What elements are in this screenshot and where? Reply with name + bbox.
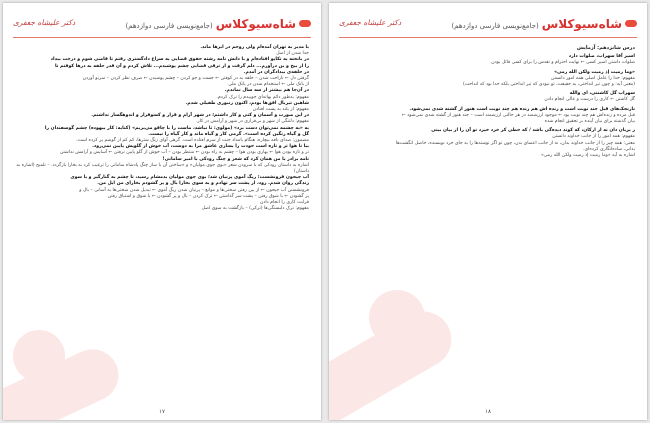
text-line: پر گشودن ← با شوق رفتن – پشت سر گذاشتن ← ترک کردن – بال و پر گشودن ← با شوق و اشتیاق رفتن: [107, 193, 309, 199]
text-line-bold: «وما رمیت إذ رمیت ولکن الله رمی»: [554, 69, 635, 75]
header-logo: شاه‌سیوکلاس: [541, 17, 622, 31]
right-page-content: [341, 45, 635, 402]
header-brand: [125, 13, 311, 32]
text-line: مفهوم: خدا را عامل اصلی همه امور دانستن: [551, 75, 635, 81]
header-subtitle: (جامع‌نویسی فارسی دوازدهم): [451, 22, 539, 30]
text-line: مفهوم: از بلند به پست افتادن: [252, 107, 309, 113]
text-line: جدا شدن از اصل: [276, 51, 309, 57]
text-line: معنی: همه چیز را از جانب خداوند بدان، نه از جانب اعضای بدن، چون تو اگر نوشته‌ها را به جای خرد نویسنده، حاصل انگشت‌ها: [395, 140, 635, 146]
header-author: دکتر علیشاه جعفری: [13, 18, 76, 27]
text-line: از بانک ملی ← استخدام شدن در بانک ملی: [228, 82, 309, 88]
text-line: مفهوم: به‌طور دائم بهانه‌ای جوییدم را ترک کردم.: [216, 94, 309, 100]
text-line: (معنی آیه: و چون تیر انداختی، به حقیقت، تو نبودی که تیر انداختی بلکه خدا بود که انداخت): [462, 82, 635, 88]
text-line-bold: نامه برادر با من همان کرد که شعر و چنگ رودکی با امیر سامانی!: [162, 156, 309, 162]
lesson-title: درس شانزدهم: آزمایش: [576, 45, 635, 51]
text-line: صلوات داشتن اسیر کسی ← نهایت احترام و تقدس را برای کسی قائل بودن: [491, 60, 635, 66]
header-subtitle: (جامع‌نویسی فارسی دوازدهم): [125, 22, 213, 30]
text-line: تر و تازه بودن هوا ← بهاری بودن هوا – چشم به راه بودن ← منتظر بودن – آب خوش از گلو پایین نرفتن ← آسایش و آرامش نداشتن: [60, 150, 309, 156]
text-line-bold: بیا تا هوا تر و تازه است خودت را بسازی عاشق مرا به دوست، آب خوش از گلویش پایین نمی‌رود.: [92, 144, 309, 150]
header-brand: [451, 13, 637, 32]
text-line: گرفتن دل ← ناراحت شدن – حلقه به در کوفتن ← جست و جو کردن – چشم پوشیدن ← صرف نظر کردن – سرنو آوردن: [82, 76, 309, 82]
text-line-bold: آب جیحون فرونشست؛ ریگ آموی پرنیان شد؛ بوی جوی مولیان بدمشام رسید، تا چشم به گنارگیر و یا سوی: [70, 175, 309, 181]
text-line-bold: شاهین تیزبال افق‌ها بودم، اکنون زنبوری طفیلی شدم.: [185, 100, 309, 106]
text-line: قرابت کاری را انجام دادن: [259, 200, 309, 206]
text-line-bold: در باتخته به تکاپو افتاده‌ام و با دانش نامه رشته حقوق قضایی به سراغ دادگستری رفتم تا قاضی شوم و درخت بیداد: [50, 57, 309, 63]
text-line: بدانی، ساده‌انگاری کرده‌ای.: [583, 146, 635, 152]
left-page-content: [15, 45, 309, 402]
text-line-bold: سهراب گل کاشتنی، ای والله: [569, 91, 635, 97]
text-line-bold: در آن‌جا هم بیشتر از سه سال نماندم.: [224, 88, 309, 94]
text-line: مفهوم: ترک دلبستگی‌ها (ترکی) – بازگشت به سوی اصل: [201, 206, 309, 212]
header-author: دکتر علیشاه جعفری: [339, 18, 402, 27]
text-line: اشاره به داستان رودکی که با سرودن شعر «بوی جوی مولیان» و «ساختن آن با ساز چنگ پادشاه سامانی را ترغیب کرد به بخارا بازگردد. – تلمیح (اشاره به داستان): [16, 162, 309, 175]
pill-icon: [625, 20, 637, 27]
text-line: فرونشستن آب جیحون ← از بین رفتن سختی‌ها و موانع – پرنیان شدن ریگ آموی ← تبدیل شدن سختی‌ها به آسانی – بال و: [79, 187, 309, 193]
text-line-bold: ز بزبان دان نه از ارکان، که کوند دیده‌گی باشد / که خطی کز خرد خیزد تو آن را از بیان بینی: [431, 128, 635, 134]
text-line-bold: نارنجک‌های قبل جند نوبت است و زنده اش هم زنده هم چند نوبت است هنوز از گشته شدی نمی‌شود.: [409, 106, 635, 112]
left-page: [3, 3, 321, 420]
header-logo: شاه‌سیوکلاس: [215, 17, 296, 31]
text-line-bold: گل و گیاه رنگین کرده است». گرمی کار و گیاه ماند و کار گیاه را نیست.: [148, 131, 309, 137]
text-line: بیان گذشته برای بیان آینده بر تحقیق انجام شده: [544, 119, 635, 125]
text-line-bold: اسیر آقا سهراب، صلوات دارد: [568, 54, 635, 60]
text-line: گل کاشتن ← کاری را درست و عالی انجام دادن: [544, 97, 635, 103]
page-number: ۱۷: [159, 409, 165, 415]
text-line-bold: با مدیر به تهران آمده‌ام ولی روحم در ابرها ماند.: [200, 45, 309, 50]
text-line-bold: در این صورت و آسمان و کتی و کار داشتم؛ در شهر آرام و قرار و کسوقرار و اندوهگسار نداشتم.: [91, 113, 309, 119]
text-line: مفهوم: دلتنگی از شهر و بی‌قراری در شهر و آرامش در کار.: [195, 119, 309, 125]
pill-icon: [299, 20, 311, 27]
page-header: [339, 11, 637, 38]
text-line: اشاره به آیه «وما رمیت إذ رمیت ولکن الله رمی»: [540, 153, 635, 159]
text-line-bold: به «به چشمه نمی‌توان دست برد» (مولوی: تا نباشد، ماست را با چاقو می‌بریم» (کنایه: کار بیهوده) چشم گوسفندان را: [44, 125, 309, 131]
text-line-bold: در حلقه‌ی بیدادگران در آمدم.: [243, 69, 309, 75]
right-page: [329, 3, 647, 420]
text-line: قبل مرده و زنده‌اش هم چند نوبت بود ← موجود ارزشمند در هر حالتی ارزشمند است – جند هنوز از گشته شدی نمی‌شود ←: [401, 112, 635, 118]
page-header: [13, 11, 311, 38]
page-number: ۱۸: [485, 409, 491, 415]
text-line-bold: زندگی روان شدم. زود، از پشت سر نهادم و به سوی بخارا بال و پر گشودم بخارای من ایل من.: [97, 181, 309, 187]
text-line: مضمون: صدای ناقه بیچاره، هنگام بامداد جنت از سرم افتاده است. گرهی آوای زنگ شترها، کم کم از گوشم پر کرده است.: [75, 138, 309, 144]
text-line-bold: را از بیخ و بن درآورم... دلم گرفت و از ترقی قضایی چشم پوشیدم... تلاش کردم و آن قدر حلقه به درها کوفتم تا: [54, 63, 309, 69]
text-line: مفهوم: همه امور را از جانب خداوند دانستن: [552, 134, 635, 140]
